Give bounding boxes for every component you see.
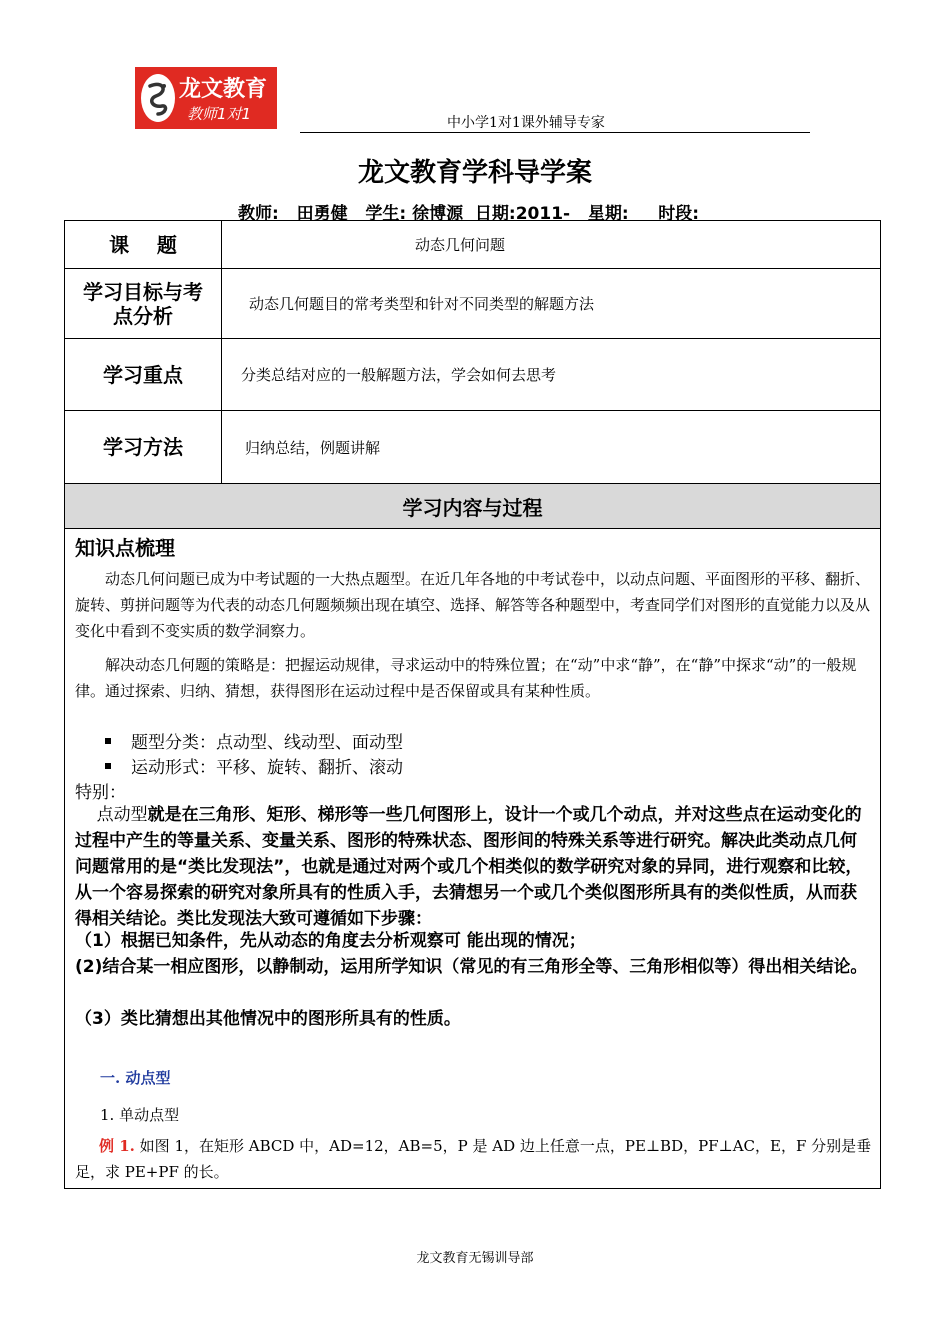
date-label: 日期:2011- <box>474 204 571 224</box>
table-row <box>65 221 880 269</box>
strategy-paragraph: 解决动态几何题的策略是：把握运动规律，寻求运动中的特殊位置；在“动”中求“静”，在“静”中探求“动”的一般规律。通过探索、归纳、猜想，获得图形在运动过程中是否保留或具有某种性质。 <box>75 656 857 700</box>
teacher-name: 田勇健 <box>296 204 348 224</box>
method-step: （3）类比猜想出其他情况中的图形所具有的性质。 <box>75 1009 461 1029</box>
point-motion-paragraph: 点动型就是在三角形、矩形、梯形等一些几何图形上，设计一个或几个动点，并对这些点在运动变化的过程中产生的等量关系、变量关系、图形的特殊状态、图形间的特殊关系等进行研究。解决此类动点几何问题常用的是“类比发现法”，也就是通过对两个或几个相类似的数学研究对象的异同，进行观察和比较，从一个容易探索的研究对象所具有的性质入手，去猜想另一个或几个类似图形所具有的类似性质，从而获得相关结论。类比发现法大致可遵循如下步骤： <box>75 805 863 929</box>
method-step: (2)结合某一相应图形，以静制动，运用所学知识（常见的有三角形全等、三角形相似等）得出相关结论。 <box>75 957 868 977</box>
period-label: 时段: <box>658 204 700 224</box>
footer: 龙文教育无锡训导部 <box>416 1251 534 1266</box>
dragon-logo-icon <box>140 72 176 124</box>
weekday-label: 星期: <box>587 204 629 224</box>
row-value: 分类总结对应的一般解题方法，学会如何去思考 <box>241 366 557 384</box>
row-value: 动态几何题目的常考类型和针对不同类型的解题方法 <box>249 295 595 313</box>
list-item: 运动形式：平移、旋转、翻折、滚动 <box>105 753 403 778</box>
type-heading: 一. 动点型 <box>100 1069 171 1087</box>
row-label: 学习方法 <box>65 411 222 483</box>
method-step: （1）根据已知条件，先从动态的角度去分析观察可 能出现的情况； <box>75 931 586 951</box>
student-label: 学生: <box>365 204 407 224</box>
table-row <box>65 411 880 484</box>
square-bullet-icon <box>105 763 111 769</box>
intro-paragraph: 动态几何问题已成为中考试题的一大热点题型。在近几年各地的中考试卷中，以动点问题、平面图形的平移、翻折、旋转、剪拼问题等为代表的动态几何题频频出现在填空、选择、解答等各种题型中，考查同学们对图形的直觉能力以及从变化中看到不变实质的数学洞察力。 <box>75 570 871 640</box>
list-item: 题型分类：点动型、线动型、面动型 <box>105 728 403 753</box>
row-label: 课 题 <box>65 221 222 268</box>
lesson-table <box>64 220 881 1189</box>
square-bullet-icon <box>105 738 111 744</box>
example-label: 例 1. <box>99 1137 135 1155</box>
header-divider <box>300 132 810 133</box>
student-name: 徐博源 <box>412 204 464 224</box>
document-title: 龙文教育学科导学案 <box>357 158 592 188</box>
logo-name: 龙文教育 <box>179 77 268 102</box>
teacher-label: 教师: <box>238 204 279 224</box>
header-slogan: 中小学1对1课外辅导专家 <box>447 115 605 131</box>
row-value: 动态几何问题 <box>415 236 506 254</box>
logo <box>135 67 277 129</box>
section-heading: 学习内容与过程 <box>65 484 880 529</box>
table-row <box>65 269 880 339</box>
table-row <box>65 339 880 411</box>
row-label: 学习目标与考点分析 <box>65 269 222 338</box>
example-problem: 例 1. 如图 1，在矩形 ABCD 中，AD=12，AB=5，P 是 AD 边上任意一点，PE⊥BD，PF⊥AC，E，F 分别是垂足，求 PE+PF 的长。 <box>75 1137 872 1181</box>
knowledge-heading: 知识点梳理 <box>75 536 175 560</box>
row-value: 归纳总结，例题讲解 <box>245 438 381 457</box>
special-label: 特别： <box>75 783 126 803</box>
row-label: 学习重点 <box>65 339 222 410</box>
logo-tagline: 教师1对1 <box>187 105 252 123</box>
sub-heading: 1. 单动点型 <box>100 1106 180 1124</box>
